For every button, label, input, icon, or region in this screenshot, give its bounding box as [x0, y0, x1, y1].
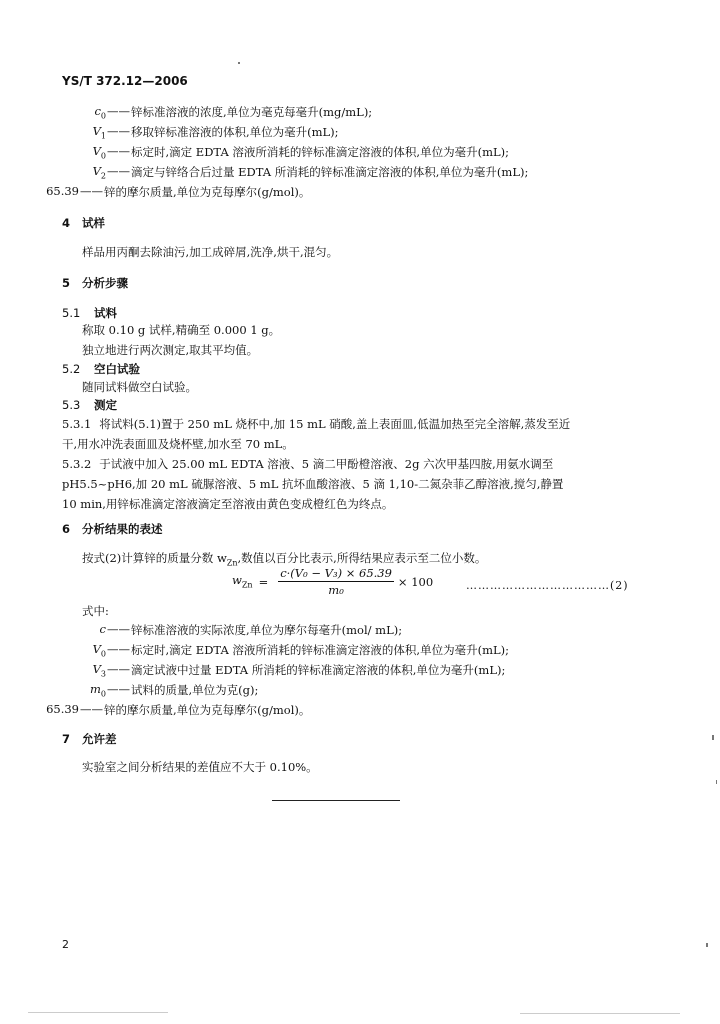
section-heading-5: 5 分析步骤 [62, 276, 128, 290]
definition-row: $V_0$ —— 标定时,滴定 EDTA 溶液所消耗的锌标准滴定溶液的体积,单位为毫升(mL); [62, 144, 662, 164]
definition-symbol: $m_0$ [90, 682, 106, 699]
formula-reference: ………………………………(2) [466, 579, 629, 592]
variable-definitions-bottom [46, 622, 662, 722]
subsection-5-3-1: 5.3.1 将试料(5.1)置于 250 mL 烧杯中,加 15 mL 硝酸,盖上表面皿,低温加热至完全溶解,蒸发至近 干,用水冲洗表面皿及烧杯壁,加水至 70 mL。 [62, 417, 571, 451]
subsection-5-3-2: 5.3.2 于试液中加入 25.00 mL EDTA 溶液、5 滴二甲酚橙溶液、2g 六次甲基四胺,用氨水调至 pH5.5~pH6,加 20 mL 硫脲溶液、5 mL 抗坏血酸溶液、5 滴 1,10-二氮杂菲乙醇溶液,搅匀,静置 10 min,用锌标准滴定溶液滴定至溶液由黄色变成橙红色为终点。 [62, 457, 564, 511]
section-heading-7: 7 允许差 [62, 732, 117, 746]
definition-row: $V_1$ —— 移取锌标准溶液的体积,单位为毫升(mL); [62, 124, 662, 144]
definition-text: 锌标准溶液的实际浓度,单位为摩尔每毫升(mol/ mL); [131, 623, 403, 637]
end-of-standard-rule [272, 800, 400, 801]
subsection-5-1-line: 独立地进行两次测定,取其平均值。 [82, 343, 259, 357]
formula-fraction [278, 566, 394, 597]
section-6-intro: 按式(2)计算锌的质量分数 $w_{Zn}$,数值以百分比表示,所得结果应表示至二位小数。 [82, 551, 487, 568]
definition-text: 滴定与锌络合后过量 EDTA 所消耗的锌标准滴定溶液的体积,单位为毫升(mL); [131, 165, 529, 179]
definition-row: $V_0$ —— 标定时,滴定 EDTA 溶液所消耗的锌标准滴定溶液的体积,单位为毫升(mL); [62, 642, 662, 662]
definition-row: 65.39 —— 锌的摩尔质量,单位为克每摩尔(g/mol)。 [42, 184, 662, 204]
definition-symbol: 65.39 [46, 184, 79, 198]
subsection-heading-5-1: 5.1 试料 [62, 306, 117, 320]
page-number: 2 [62, 938, 69, 951]
formula-2: $w_{Zn}$ = $\frac{\text{c·(V₀ − V₃) × 65.39}}{\text{m₀}}$ × 100 [232, 566, 434, 597]
definition-symbol: $V_2$ [92, 164, 106, 181]
definition-symbol: 65.39 [46, 702, 79, 716]
definition-row: $V_3$ —— 滴定试液中过量 EDTA 所消耗的锌标准滴定溶液的体积,单位为毫升(mL); [62, 662, 662, 682]
formula-multiplier: × 100 [397, 574, 434, 589]
definition-text: 移取锌标准溶液的体积,单位为毫升(mL); [131, 125, 339, 139]
subsection-heading-5-3: 5.3 测定 [62, 398, 117, 412]
definition-text: 锌的摩尔质量,单位为克每摩尔(g/mol)。 [104, 703, 311, 717]
definition-symbol: c [99, 622, 106, 636]
definition-text: 标定时,滴定 EDTA 溶液所消耗的锌标准滴定溶液的体积,单位为毫升(mL); [131, 145, 509, 159]
section-heading-4: 4 试样 [62, 216, 105, 230]
formula-numerator: c·(V₀ − V₃) × 65.39 [280, 566, 392, 580]
definition-row: $m_0$ —— 试料的质量,单位为克(g); [62, 682, 662, 702]
definition-text: 锌标准溶液的浓度,单位为毫克每毫升(mg/mL); [131, 105, 373, 119]
definition-text: 试料的质量,单位为克(g); [131, 683, 259, 697]
definition-text: 标定时,滴定 EDTA 溶液所消耗的锌标准滴定溶液的体积,单位为毫升(mL); [131, 643, 509, 657]
subsection-heading-5-2: 5.2 空白试验 [62, 362, 140, 376]
definition-symbol: $V_1$ [92, 124, 106, 141]
section-7-body: 实验室之间分析结果的差值应不大于 0.10%。 [82, 760, 318, 774]
variable-definitions-top [46, 104, 662, 204]
where-label: 式中: [82, 604, 109, 618]
formula-lhs: $w_{Zn}$ [232, 573, 253, 590]
definition-symbol: $V_0$ [92, 144, 106, 161]
definition-row: 65.39 —— 锌的摩尔质量,单位为克每摩尔(g/mol)。 [42, 702, 662, 722]
definition-row: $V_2$ —— 滴定与锌络合后过量 EDTA 所消耗的锌标准滴定溶液的体积,单位为毫升(mL); [62, 164, 662, 184]
section-4-body: 样品用丙酮去除油污,加工成碎屑,洗净,烘干,混匀。 [82, 245, 339, 259]
subsection-5-1-line: 称取 0.10 g 试样,精确至 0.000 1 g。 [82, 323, 281, 337]
definition-row: c —— 锌标准溶液的实际浓度,单位为摩尔每毫升(mol/ mL); [62, 622, 662, 642]
definition-row: $c_0$ —— 锌标准溶液的浓度,单位为毫克每毫升(mg/mL); [62, 104, 662, 124]
definition-text: 滴定试液中过量 EDTA 所消耗的锌标准滴定溶液的体积,单位为毫升(mL); [131, 663, 506, 677]
formula-denominator: m₀ [328, 583, 344, 597]
section-heading-6: 6 分析结果的表述 [62, 522, 163, 536]
definition-symbol: $V_0$ [92, 642, 106, 659]
subsection-5-2-line: 随同试料做空白试验。 [82, 380, 197, 394]
definition-symbol: $V_3$ [92, 662, 106, 679]
definition-symbol: $c_0$ [94, 104, 106, 121]
definition-text: 锌的摩尔质量,单位为克每摩尔(g/mol)。 [104, 185, 311, 199]
standard-number: YS/T 372.12—2006 [62, 74, 188, 88]
